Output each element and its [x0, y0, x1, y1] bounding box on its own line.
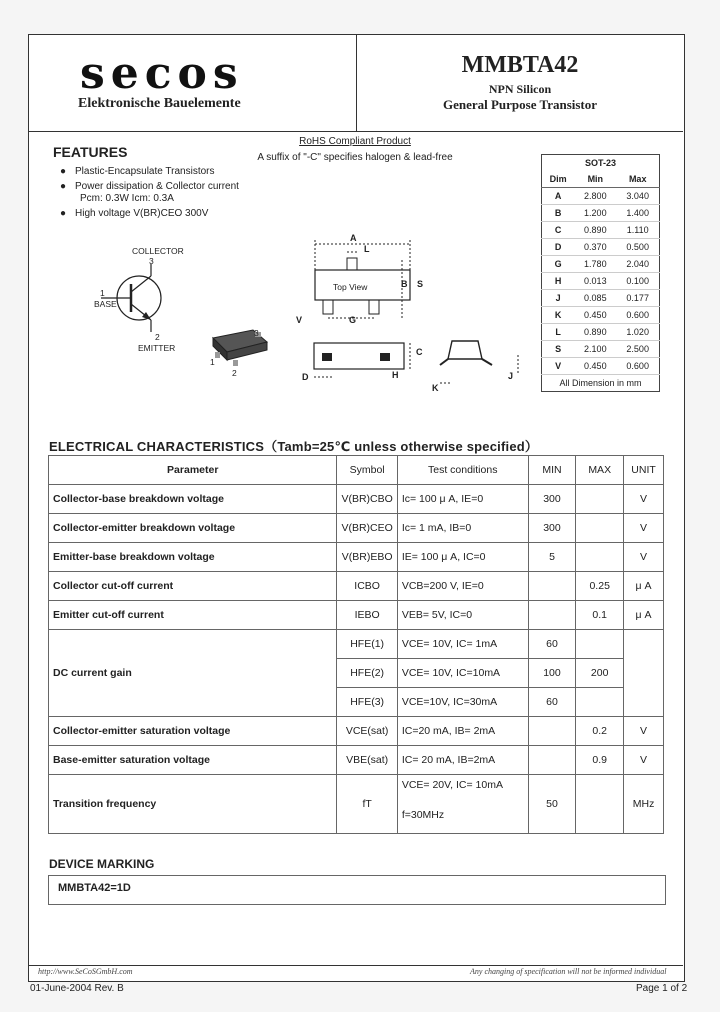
- dim-b-label: B: [401, 279, 408, 289]
- sot23-dim: K: [542, 307, 575, 324]
- ec-min: 60: [528, 630, 576, 659]
- ec-symbol: VBE(sat): [337, 746, 397, 775]
- ec-header-unit: UNIT: [624, 456, 664, 485]
- sot23-row: [542, 290, 660, 307]
- dim-v-label: V: [296, 315, 303, 325]
- spec-notice: Any changing of specification will not be informed individual: [470, 967, 667, 976]
- features-title: FEATURES: [53, 144, 128, 160]
- company-subtitle: Elektronische Bauelemente: [78, 96, 241, 111]
- ec-header-max: MAX: [576, 456, 624, 485]
- base-label: BASE: [94, 299, 117, 309]
- ec-param: Collector cut-off current: [49, 572, 337, 601]
- sot23-row: [542, 222, 660, 239]
- pin1-label: 1: [100, 288, 105, 298]
- sot23-side-view-drawing-icon: [300, 335, 530, 390]
- ec-param: Base-emitter saturation voltage: [49, 746, 337, 775]
- ec-symbol: VCE(sat): [337, 717, 397, 746]
- ec-max: [576, 485, 624, 514]
- sot23-header: Dim: [542, 171, 575, 188]
- sot23-min: 0.890: [574, 222, 616, 239]
- sot23-row: [542, 256, 660, 273]
- collector-label: COLLECTOR: [132, 246, 184, 256]
- ec-param: Emitter cut-off current: [49, 601, 337, 630]
- sot23-min: 0.450: [574, 358, 616, 375]
- ec-min: 60: [528, 688, 576, 717]
- website-link[interactable]: http://www.SeCoSGmbH.com: [38, 967, 133, 976]
- sot23-dim: B: [542, 205, 575, 222]
- sot23-row: [542, 239, 660, 256]
- page-number: Page 1 of 2: [636, 983, 688, 994]
- ec-header-symbol: Symbol: [337, 456, 397, 485]
- ec-cond-line1: VCE= 20V, IC= 10mA: [401, 779, 503, 791]
- ec-max: 0.25: [576, 572, 624, 601]
- dim-g-label: G: [349, 315, 357, 325]
- header-bottom-line: [29, 131, 683, 132]
- ec-cond: Ic= 100 μ A, IE=0: [397, 485, 528, 514]
- transistor-description: General Purpose Transistor: [442, 97, 598, 112]
- dim-k-label: K: [432, 383, 439, 393]
- ec-max: 0.2: [576, 717, 624, 746]
- secos-logo: secos: [80, 48, 244, 99]
- ec-symbol: V(BR)EBO: [337, 543, 397, 572]
- dim-a-label: A: [350, 233, 357, 243]
- ec-min: [528, 601, 576, 630]
- sot23-min: 1.200: [574, 205, 616, 222]
- electrical-title: ELECTRICAL CHARACTERISTICS（Tamb=25℃ unless otherwise specified）: [49, 439, 539, 454]
- ec-param: DC current gain: [49, 630, 337, 717]
- dim-d-label: D: [302, 372, 309, 382]
- footer-line: [29, 965, 683, 966]
- ec-max: 0.9: [576, 746, 624, 775]
- sot23-row: [542, 205, 660, 222]
- ec-max: [576, 543, 624, 572]
- top-view-label: Top View: [333, 282, 368, 292]
- ec-cond: VCE= 10V, IC=10mA: [397, 659, 528, 688]
- sot23-dim: D: [542, 239, 575, 256]
- sot23-package-3d-icon: [205, 322, 275, 372]
- sot23-header: Min: [574, 171, 616, 188]
- electrical-characteristics-table: [48, 455, 664, 834]
- ec-row: [49, 514, 664, 543]
- ec-cond: [397, 775, 528, 834]
- sot23-row: [542, 273, 660, 290]
- ec-header-parameter: Parameter: [49, 456, 337, 485]
- ec-min: 5: [528, 543, 576, 572]
- dim-s-label: S: [417, 279, 424, 289]
- sot23-min: 0.450: [574, 307, 616, 324]
- feature-subline: Pcm: 0.3W Icm: 0.3A: [80, 193, 174, 204]
- sot23-max: 0.100: [616, 273, 659, 290]
- sot23-dim: A: [542, 188, 575, 205]
- ec-unit: V: [624, 746, 664, 775]
- sot23-max: 0.500: [616, 239, 659, 256]
- ec-cond: IE= 100 μ A, IC=0: [397, 543, 528, 572]
- pin2-label: 2: [155, 332, 160, 342]
- dim-l-label: L: [364, 244, 370, 254]
- part-number: MMBTA42: [461, 52, 579, 78]
- sot23-row: [542, 188, 660, 205]
- rohs-line: RoHS Compliant Product: [299, 136, 411, 147]
- ec-param: Collector-emitter breakdown voltage: [49, 514, 337, 543]
- pkg-pin3-label: 3: [254, 328, 259, 338]
- sot23-max: 0.177: [616, 290, 659, 307]
- pin3-label: 3: [149, 256, 154, 266]
- ec-symbol: HFE(2): [337, 659, 397, 688]
- sot23-dim: C: [542, 222, 575, 239]
- sot23-title: SOT-23: [584, 158, 616, 168]
- sot23-header: Max: [616, 171, 659, 188]
- ec-max: 200: [576, 659, 624, 688]
- sot23-max: 1.020: [616, 324, 659, 341]
- ec-symbol: HFE(3): [337, 688, 397, 717]
- ec-unit: V: [624, 485, 664, 514]
- ec-unit: V: [624, 514, 664, 543]
- ec-cond: IC=20 mA, IB= 2mA: [397, 717, 528, 746]
- sot23-row: [542, 324, 660, 341]
- dim-h-label: H: [392, 370, 399, 380]
- ec-param: Collector-base breakdown voltage: [49, 485, 337, 514]
- sot23-dim: H: [542, 273, 575, 290]
- ec-min: [528, 717, 576, 746]
- sot23-dim: J: [542, 290, 575, 307]
- ec-cond: Ic= 1 mA, IB=0: [397, 514, 528, 543]
- ec-cond-line2: f=30MHz: [401, 809, 445, 821]
- sot23-dimension-table: [541, 154, 660, 392]
- ec-symbol: HFE(1): [337, 630, 397, 659]
- device-marking-value: MMBTA42=1D: [58, 882, 131, 894]
- ec-header-min: MIN: [528, 456, 576, 485]
- feature-item: Power dissipation & Collector current: [75, 181, 239, 192]
- dim-j-label: J: [508, 371, 514, 381]
- ec-row: [49, 601, 664, 630]
- ec-unit: MHz: [624, 775, 664, 834]
- ec-row: [49, 543, 664, 572]
- emitter-label: EMITTER: [138, 343, 176, 353]
- sot23-min: 2.800: [574, 188, 616, 205]
- ec-min: 50: [528, 775, 576, 834]
- halogen-note: A suffix of "-C" specifies halogen & lead-free: [257, 152, 453, 163]
- sot23-max: 1.400: [616, 205, 659, 222]
- feature-item: Plastic-Encapsulate Transistors: [75, 166, 215, 177]
- ec-unit: V: [624, 717, 664, 746]
- sot23-dim: G: [542, 256, 575, 273]
- sot23-row: [542, 358, 660, 375]
- sot23-dim: L: [542, 324, 575, 341]
- pkg-pin2-label: 2: [232, 368, 237, 378]
- sot23-dim: S: [542, 341, 575, 358]
- ec-cond: IC= 20 mA, IB=2mA: [397, 746, 528, 775]
- sot23-max: 3.040: [616, 188, 659, 205]
- ec-unit: V: [624, 543, 664, 572]
- sot23-row: [542, 307, 660, 324]
- ec-row: [49, 572, 664, 601]
- sot23-min: 0.085: [574, 290, 616, 307]
- sot23-min: 0.890: [574, 324, 616, 341]
- sot23-max: 2.040: [616, 256, 659, 273]
- bullet-icon: ●: [60, 181, 67, 192]
- ec-max: [576, 775, 624, 834]
- ec-param: Transition frequency: [49, 775, 337, 834]
- transistor-type: NPN Silicon: [488, 82, 552, 96]
- ec-max: [576, 630, 624, 659]
- sot23-max: 2.500: [616, 341, 659, 358]
- ec-cond: VCE= 10V, IC= 1mA: [397, 630, 528, 659]
- ec-min: [528, 572, 576, 601]
- sot23-row: [542, 341, 660, 358]
- ec-symbol: IEBO: [337, 601, 397, 630]
- sot23-max: 0.600: [616, 358, 659, 375]
- ec-cond: VCE=10V, IC=30mA: [397, 688, 528, 717]
- dim-c-label: C: [416, 347, 423, 357]
- ec-min: [528, 746, 576, 775]
- sot23-min: 1.780: [574, 256, 616, 273]
- ec-row: [49, 485, 664, 514]
- ec-header-conditions: Test conditions: [397, 456, 528, 485]
- sot23-min: 0.013: [574, 273, 616, 290]
- ec-cond: VCB=200 V, IE=0: [397, 572, 528, 601]
- sot23-footer: All Dimension in mm: [542, 375, 660, 392]
- sot23-dim: V: [542, 358, 575, 375]
- sot23-max: 1.110: [616, 222, 659, 239]
- ec-unit: [624, 630, 664, 717]
- ec-unit: μ A: [624, 601, 664, 630]
- ec-min: 300: [528, 485, 576, 514]
- ec-row: [49, 717, 664, 746]
- sot23-min: 2.100: [574, 341, 616, 358]
- ec-cond: VEB= 5V, IC=0: [397, 601, 528, 630]
- revision-date: 01-June-2004 Rev. B: [30, 983, 124, 994]
- sot23-min: 0.370: [574, 239, 616, 256]
- ec-param: Emitter-base breakdown voltage: [49, 543, 337, 572]
- pkg-pin1-label: 1: [210, 357, 215, 367]
- ec-symbol: V(BR)CBO: [337, 485, 397, 514]
- ec-param: Collector-emitter saturation voltage: [49, 717, 337, 746]
- ec-symbol: fT: [337, 775, 397, 834]
- sot23-max: 0.600: [616, 307, 659, 324]
- ec-min: 100: [528, 659, 576, 688]
- ec-max: [576, 688, 624, 717]
- ec-max: [576, 514, 624, 543]
- device-marking-box: [48, 875, 666, 905]
- ec-symbol: V(BR)CEO: [337, 514, 397, 543]
- ec-unit: μ A: [624, 572, 664, 601]
- ec-row: [49, 746, 664, 775]
- bullet-icon: ●: [60, 166, 67, 177]
- bullet-icon: ●: [60, 208, 67, 219]
- feature-item: High voltage V(BR)CEO 300V: [75, 208, 209, 219]
- ec-symbol: ICBO: [337, 572, 397, 601]
- device-marking-title: DEVICE MARKING: [49, 857, 155, 871]
- ec-min: 300: [528, 514, 576, 543]
- ec-max: 0.1: [576, 601, 624, 630]
